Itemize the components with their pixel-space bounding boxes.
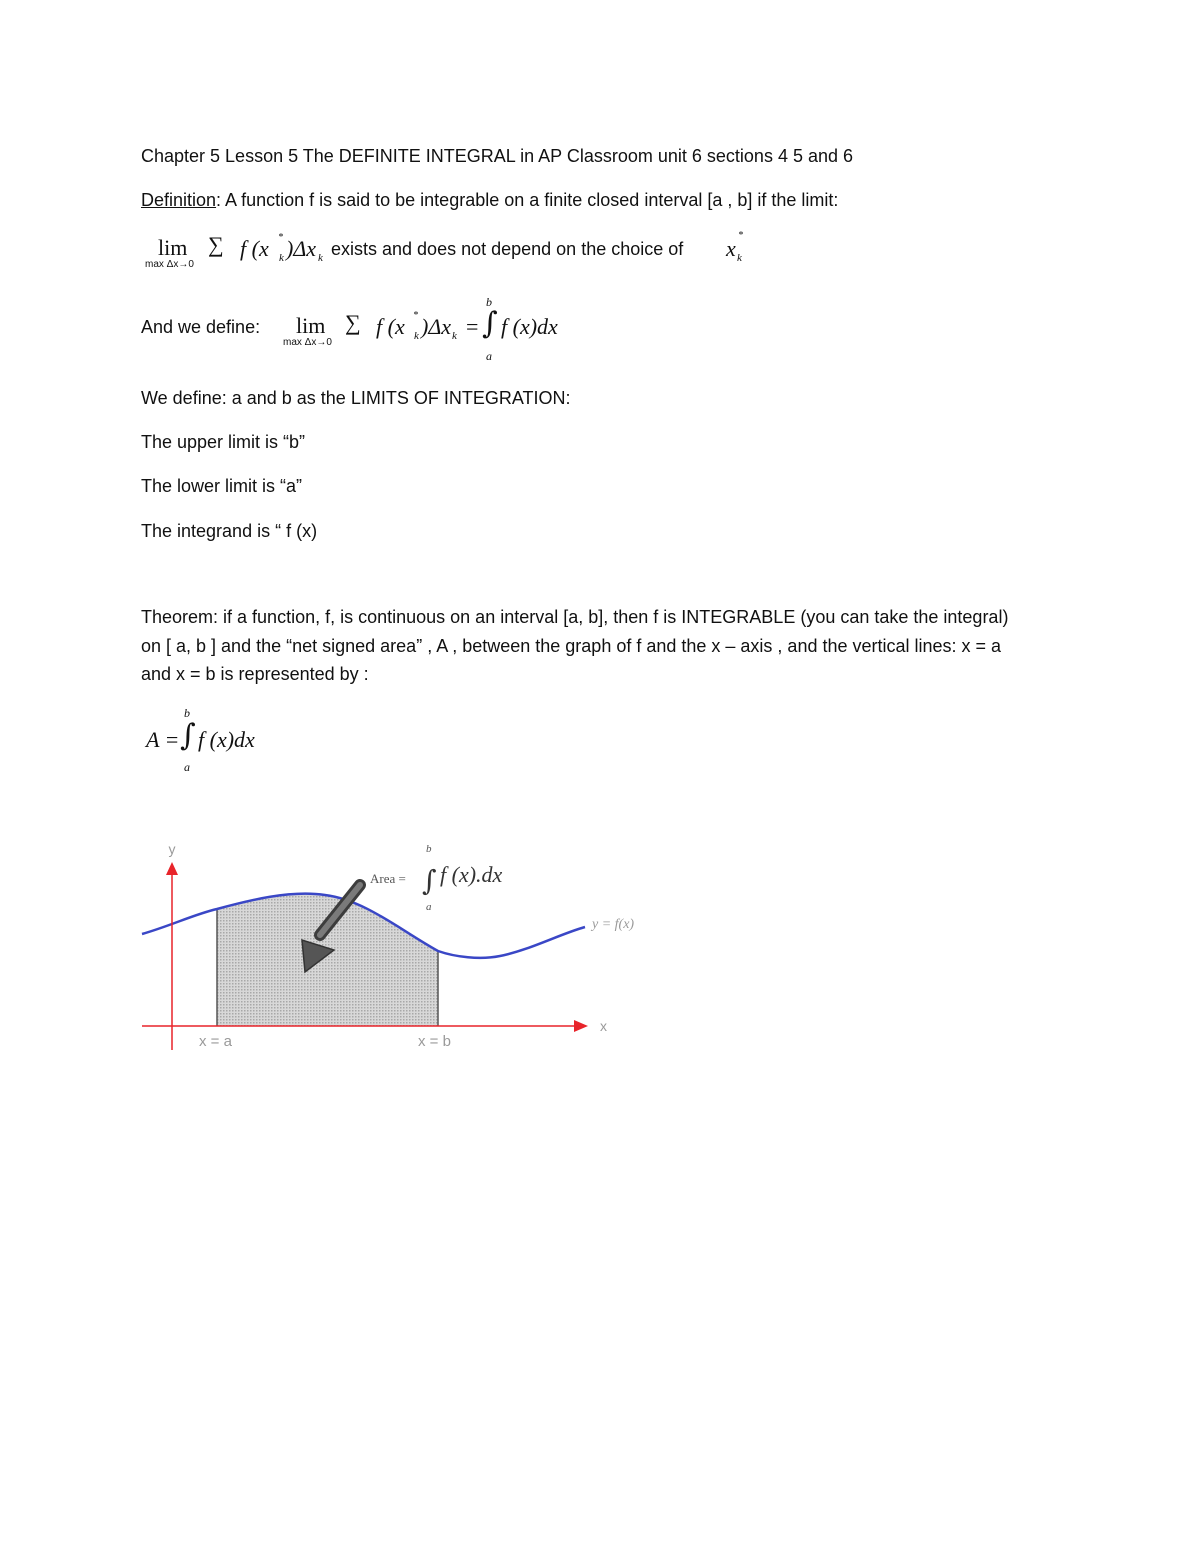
xk-star-x: x (726, 236, 736, 261)
area-equals: A = (146, 727, 180, 752)
k-star-2: * (413, 310, 418, 321)
curve-label: y = f(x) (592, 917, 635, 932)
k-subscript-4: k (452, 330, 457, 342)
lower-bound: a (486, 349, 492, 363)
area-integrand: f (x)dx (198, 727, 255, 752)
k-subscript: k (279, 252, 284, 264)
y-axis-label: y (168, 841, 176, 857)
area-under-curve-figure (130, 830, 670, 1060)
k-star: * (278, 232, 283, 243)
definition-line (141, 189, 838, 211)
xk-star-k: k (737, 252, 742, 264)
x-axis-label: x (600, 1018, 607, 1034)
figure-integral-sign: ∫ (422, 864, 437, 897)
figure-area-label: Area = (370, 871, 406, 886)
lim-word: lim (158, 235, 188, 260)
delta-x-term: )Δx (286, 236, 317, 261)
x-a-label: x = a (199, 1033, 232, 1050)
lower-limit-text: The lower limit is “a” (141, 476, 303, 496)
sum-symbol: ∑ (208, 232, 224, 257)
limit-tail-text: exists and does not depend on the choice of (331, 239, 684, 259)
k-subscript-2: k (318, 252, 323, 264)
area-integral-sign: ∫ (180, 718, 196, 753)
upper-bound: b (486, 295, 492, 309)
area-upper-bound: b (184, 706, 190, 720)
integral-sign: ∫ (482, 306, 498, 341)
figure-upper-bound: b (426, 843, 432, 855)
lim-subscript-2: max Δx→0 (283, 337, 332, 348)
theorem-text: Theorem: if a function, f, is continuous on an interval [a, b], then f is INTEGRABLE (you can take the integral) on [ a, b ] and the “net signed area” , A , between the graph of f and the x – axis , and the vertical lines: x = a and x = b is represented by : (141, 607, 1009, 684)
shaded-area (217, 894, 438, 1026)
lim-word-2: lim (296, 313, 326, 338)
lim-subscript: max Δx→0 (145, 259, 194, 270)
definition-text: : A function f is said to be integrable on a finite closed interval [a , b] if the limit: (216, 190, 839, 210)
area-lower-bound: a (184, 760, 190, 774)
page-title: Chapter 5 Lesson 5 The DEFINITE INTEGRAL in AP Classroom unit 6 sections 4 5 and 6 (141, 146, 854, 166)
upper-limit-text: The upper limit is “b” (141, 432, 306, 452)
y-axis-arrow (166, 862, 178, 875)
fxk-term: f (x (240, 236, 269, 261)
delta-x-term-2: )Δx (421, 314, 452, 339)
sum-symbol-2: ∑ (345, 310, 361, 335)
integrand-text: The integrand is “ f (x) (141, 521, 318, 541)
x-axis-arrow (574, 1020, 588, 1032)
figure-integrand: f (x).dx (440, 862, 503, 887)
k-subscript-3: k (414, 330, 419, 342)
equals-sign: = (466, 314, 479, 339)
xk-star-star: * (738, 230, 743, 241)
limits-title: We define: a and b as the LIMITS OF INTEGRATION: (141, 388, 571, 408)
integrand-term: f (x)dx (501, 314, 558, 339)
we-define-label: And we define: (141, 317, 261, 337)
x-b-label: x = b (418, 1033, 451, 1050)
fxk-term-2: f (x (376, 314, 405, 339)
definition-label: Definition (141, 190, 217, 210)
figure-lower-bound: a (426, 901, 432, 913)
